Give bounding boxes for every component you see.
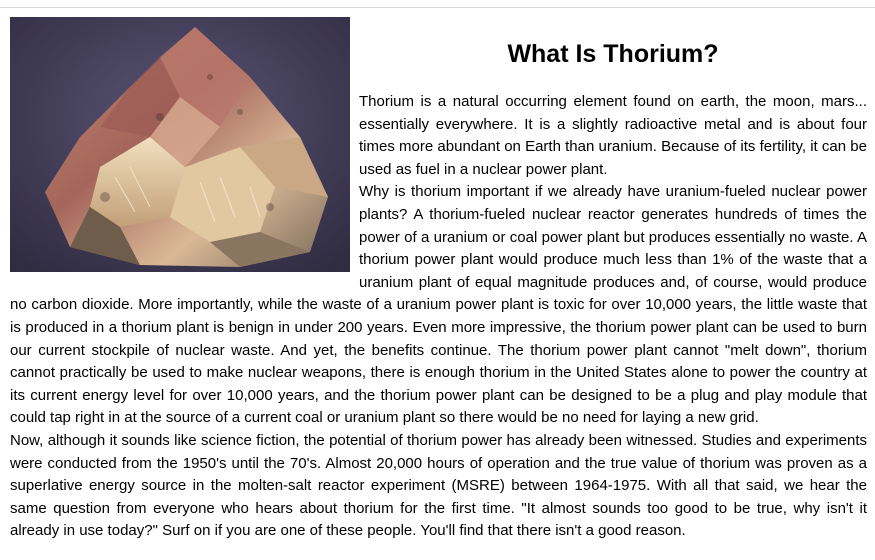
page-title: What Is Thorium?	[507, 40, 719, 68]
top-divider	[0, 7, 875, 8]
thorium-mineral-image	[10, 17, 350, 272]
paragraph-importance: Why is thorium important if we already have uranium-fueled nuclear power plants? A thorium-fueled nuclear reactor generates hundreds of times the power of a uranium or coal power plant but produces essentially no waste. A thorium power plant would produce much less than 1% of the waste that a uranium plant of equal magnitude produces and, of course, would produce no carbon dioxide. More importantly, while the waste of a uranium power plant is toxic for over 10,000 years, the little waste that is produced in a thorium plant is benign in under 200 years. Even more impressive, the thorium power plant can be used to burn our current stockpile of nuclear waste. And yet, the benefits continue. The thorium power plant cannot "melt down", thorium cannot practically be used to make nuclear weapons, there is enough thorium in the United States alone to power the country at its current energy level for over 10,000 years, and the thorium power plant can be designed to be a plug and play module that could tap right in at the source of a current coal or uranium plant so there would be no need for laying a new grid.	[10, 183, 867, 427]
article	[10, 17, 867, 543]
paragraph-history: Now, although it sounds like science fiction, the potential of thorium power has already been witnessed. Studies and experiments were conducted from the 1950's until the 70's. Almost 20,000 hours of operation and the true value of thorium was proven as a superlative energy source in the molten-salt reactor experiment (MSRE) between 1964-1975. With all that said, we hear the same question from everyone who hears about thorium for the first time. "It almost sounds too good to be true, why isn't it already in use today?" Surf on if you are one of these people. You'll find that there isn't a good reason.	[10, 431, 867, 540]
paragraph-intro: Thorium is a natural occurring element found on earth, the moon, mars... essentially everywhere. It is a slightly radioactive metal and is about four times more abundant on Earth than uranium. Because of its fertility, it can be used as fuel in a nuclear power plant.	[359, 93, 867, 178]
